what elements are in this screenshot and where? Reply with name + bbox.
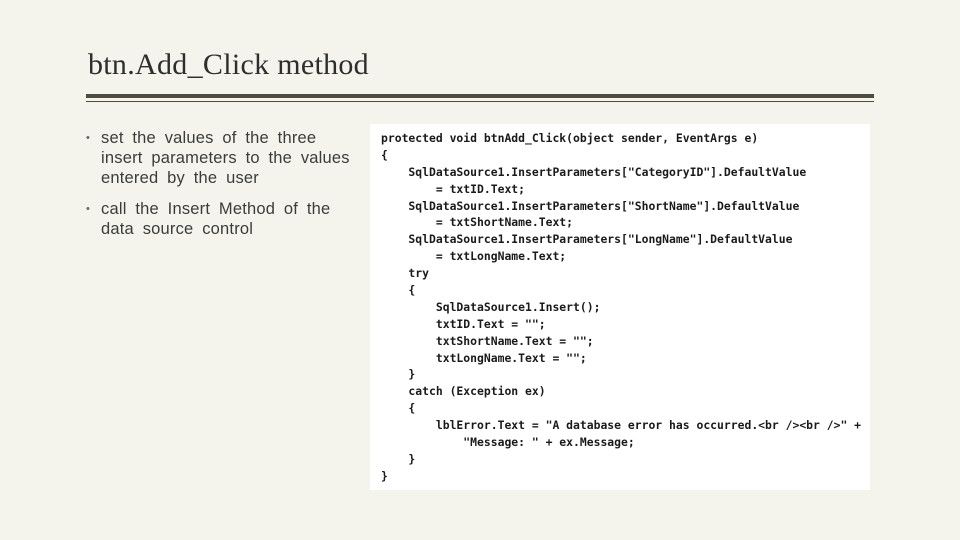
slide-title: btn.Add_Click method	[88, 48, 369, 81]
code-line: SqlDataSource1.Insert();	[381, 299, 601, 314]
code-panel	[370, 124, 870, 490]
code-line: = txtLongName.Text;	[381, 249, 567, 264]
bullet-item	[86, 199, 358, 239]
code-line: = txtShortName.Text;	[381, 215, 574, 230]
code-line: txtLongName.Text = "";	[381, 350, 587, 365]
code-line: SqlDataSource1.InsertParameters["CategoryID"].DefaultValue	[381, 164, 807, 179]
code-line: protected void btnAdd_Click(object sender, EventArgs e)	[381, 131, 759, 145]
code-line: txtID.Text = "";	[381, 316, 546, 331]
bullet-dot-icon: •	[86, 203, 91, 215]
code-line: try	[381, 266, 430, 281]
code-line: {	[381, 147, 388, 162]
code-line: {	[381, 401, 416, 416]
bullet-dot-icon: •	[86, 132, 91, 144]
code-line: SqlDataSource1.InsertParameters["LongName"].DefaultValue	[381, 232, 793, 247]
code-line: {	[381, 283, 416, 298]
bullet-text: call the Insert Method of the data source control	[101, 200, 331, 238]
bullet-text: set the values of the three insert parameters to the values entered by the user	[101, 129, 350, 187]
code-line: txtShortName.Text = "";	[381, 333, 594, 348]
code-line: = txtID.Text;	[381, 181, 526, 196]
code-line: SqlDataSource1.InsertParameters["ShortName"].DefaultValue	[381, 198, 800, 213]
bullet-list	[86, 128, 358, 250]
code-line: lblError.Text = "A database error has occurred.<br /><br />" +	[381, 418, 862, 433]
code-line: "Message: " + ex.Message;	[381, 435, 635, 450]
title-underline-thin	[86, 101, 874, 102]
bullet-item	[86, 128, 358, 188]
title-underline-thick	[86, 94, 874, 98]
code-line: }	[381, 451, 416, 466]
code-line: }	[381, 367, 416, 382]
code-line: }	[381, 468, 388, 483]
code-line: catch (Exception ex)	[381, 384, 546, 399]
code-block	[381, 130, 861, 485]
